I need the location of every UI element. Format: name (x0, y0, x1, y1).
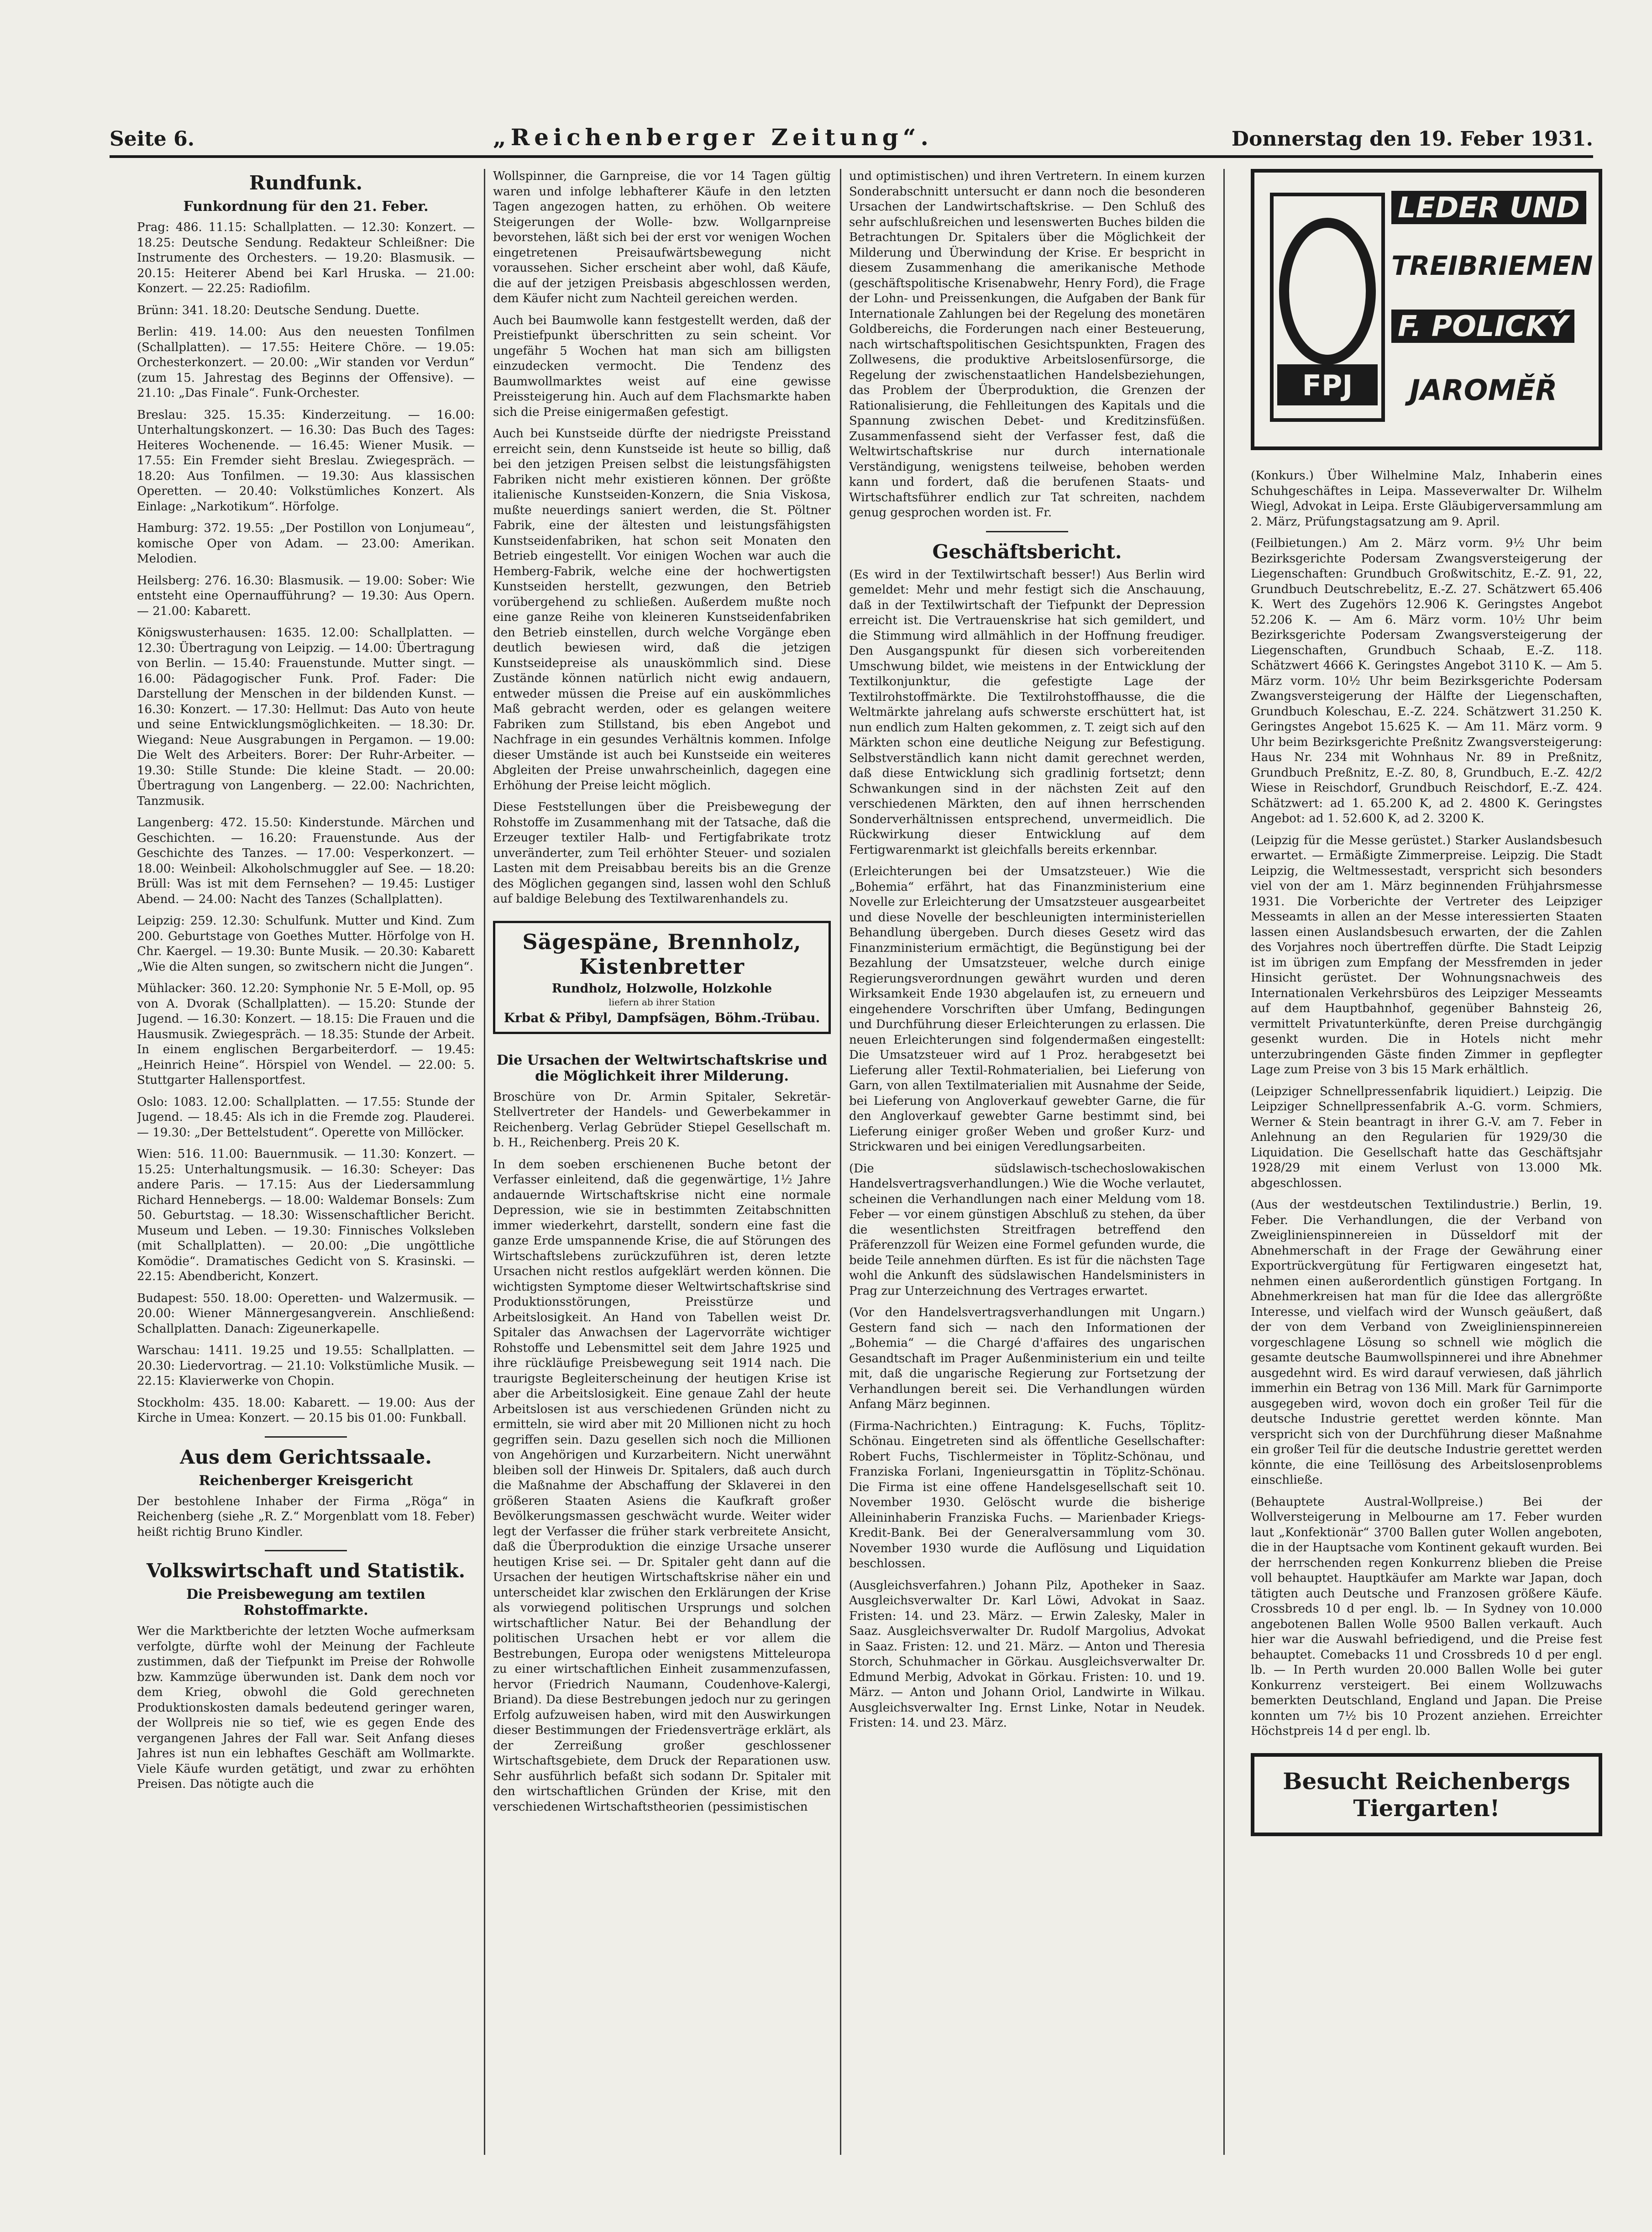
newspaper-name: „Reichenberger Zeitung“. (493, 124, 933, 151)
ad-line-leather: LEDER UND (1391, 191, 1586, 224)
business-item: (Leipziger Schnellpressenfabrik liquidiert.) Leipzig. Die Leipziger Schnellpressenfabrik A.-G. vorm. Schmiers, Werner & Stein beantragt in ihrer G.-V. am 7. Feber in Anlehnung an den Regularien für 1929/30 die Liquidation. Die Gesellschaft hatte das Geschäftsjahr 1928/29 mit einem Verlust von 13.000 Mk. abgeschlossen. (1251, 1084, 1602, 1190)
book-review-intro: Broschüre von Dr. Armin Spitaler, Sekretär-Stellvertreter der Handels- und Gewerbekammer in Reichenberg. Verlag Gebrüder Stiepel Gesellschaft m. b. H., Reichenberg. Preis 20 K. (493, 1090, 831, 1150)
radio-listing: Langenberg: 472. 15.50: Kinderstunde. Märchen und Geschichten. — 16.20: Frauenstunde. Aus der Geschichte des Tanzes. — 17.00: Vesperkonzert. — 18.00: Weinbeil: Alkoholschmuggler auf See. — 18.20: Brüll: Was ist mit dem Fernsehen? — 19.45: Lustiger Abend. — 24.00: Nacht des Tanzes (Schallplatten). (137, 816, 475, 906)
radio-listing: Hamburg: 372. 19.55: „Der Postillon von Lonjumeau“, komische Oper von Adam. — 23.00: Amerikan. Melodien. (137, 521, 475, 566)
radio-listing: Heilsberg: 276. 16.30: Blasmusik. — 19.00: Sober: Wie entsteht eine Opernaufführung? — 19.30: Aus Opern. — 21.00: Kabarett. (137, 573, 475, 618)
business-item: (Die südslawisch-tschechoslowakischen Handelsvertragsverhandlungen.) Wie die Woche verlautet, scheinen die Verhandlungen nach einer Meldung vom 18. Feber — vor einem günstigen Abschluß zu stehen, da über die wesentlichsten Streitfragen betreffend den Präferenzzoll für Weizen eine Formel gefunden wurde, die beide Teile annehmen dürften. Es ist für die nächsten Tage wohl die Ankunft des südslawischen Handelsministers in Prag zur Unterzeichnung des Vertrages erwartet. (849, 1161, 1205, 1298)
column-2 (493, 169, 831, 2169)
section-divider (265, 1436, 347, 1438)
radio-listing: Berlin: 419. 14.00: Aus den neuesten Tonfilmen (Schallplatten). — 17.55: Heitere Chöre. — 19.05: Orchesterkonzert. — 20.00: „Wir standen vor Verdun“ (zum 15. Jahrestag des Beginns der Offensive). — 21.10: „Das Finale“. Funk-Orchester. (137, 325, 475, 400)
book-review-text: In dem soeben erschienenen Buche betont der Verfasser einleitend, daß die gegenwärtige, 1½ Jahre andauernde Wirtschaftskrise nicht eine normale Depression, wie sie in bestimmten Zeitabschnitten immer wiederkehrt, darstellt, sondern eine fast die ganze Erde umspannende Krise, die auf Störungen des Wirtschaftslebens zurückzuführen ist, deren letzte Ursachen nicht restlos aufgeklärt werden können. Die wichtigsten Symptome dieser Weltwirtschaftskrise sind Produktionsstörungen, Preisstürze und Arbeitslosigkeit. An Hand von Tabellen weist Dr. Spitaler das Anwachsen der Lagervorräte wichtiger Rohstoffe und Lebensmittel seit dem Jahre 1925 und ihre rückläufige Preisbewegung seit 1914 nach. Die traurigste Begleiterscheinung der heutigen Krise ist aber die Arbeitslosigkeit. Eine genaue Zahl der heute Arbeitslosen ist aus verschiedenen Gründen nicht zu ermitteln, sie wird aber mit 20 Millionen nicht zu hoch gegriffen sein. Dazu gesellen sich noch die Millionen von Angehörigen und Kurzarbeitern. Nicht unerwähnt bleiben soll der Hinweis Dr. Spitalers, daß auch durch die Maßnahme der Abschaffung der Sklaverei in den größeren Staaten Asiens die Kaufkraft großer Bevölkerungsmassen geschwächt wurde. Weiter wider legt der Verfasser die früher stark verbreitete Ansicht, daß die Überproduktion die einzige Ursache unserer heutigen Krise sei. — Dr. Spitaler geht dann auf die Ursachen der heutigen Wirtschaftskrise näher ein und unterscheidet klar zwischen den Erklärungen der Krise als vorwiegend politischen Ursprungs und solchen wirtschaftlicher Natur. Bei der Behandlung der politischen Ursachen hebt er vor allem die Bestrebungen, Europa oder wenigstens Mitteleuropa zu einer wirtschaftlichen Einheit zusammenzufassen, hervor (Friedrich Naumann, Coudenhove-Kalergi, Briand). Da diese Bestrebungen jedoch nur zu geringen Erfolg aufzuweisen haben, wird mit den Auswirkungen dieser Bestimmungen der Friedensverträge erklärt, als der Zerreißung großer geschlossener Wirtschaftsgebiete, dem Druck der Reparationen usw. Sehr ausführlich befaßt sich sodann Dr. Spitaler mit den wirtschaftlichen Gründen der Krise, mit den verschiedenen Wirtschaftstheorien (pessimistischen (493, 1157, 831, 1814)
court-subtitle: Reichenberger Kreisgericht (199, 1472, 413, 1489)
column-rule (840, 169, 841, 2155)
article-paragraph: Diese Feststellungen über die Preisbewegung der Rohstoffe im Zusammenhang mit der Tatsache, daß die Erzeuger textiler Halb- und Fertigfabrikate trotz unveränderter, zum Teil erhöhter Steuer- und sozialen Lasten mit dem Preisabbau bereits bis an die Grenze des Möglichen gegangen sind, lassen wohl den Schluß auf baldige Belebung des Textilwarenhandels zu. (493, 800, 831, 906)
ad-line-firm: F. POLICKÝ (1391, 310, 1574, 343)
business-item: (Feilbietungen.) Am 2. März vorm. 9½ Uhr beim Bezirksgerichte Podersam Zwangsversteigerung der Liegenschaften: Grundbuch Großwitschitz, E.-Z. 91, 22, Grundbuch Deutschrebelitz, E.-Z. 27. Schätzwert 65.406 K. Wert des Zugehörs 12.906 K. Geringstes Angebot 52.206 K. — Am 6. März vorm. 10½ Uhr beim Bezirksgerichte Podersam Zwangsversteigerung der Liegenschaften, Grundbuch Schaab, E.-Z. 118. Schätzwert 4666 K. Geringstes Angebot 3110 K. — Am 5. März vorm. 10½ Uhr beim Bezirksgerichte Podersam Zwangsversteigerung der Hälfte der Liegenschaften, Grundbuch Koleschau, E.-Z. 224. Schätzwert 31.250 K. Geringstes Angebot 15.625 K. — Am 11. März vorm. 9 Uhr beim Bezirksgerichte Preßnitz Zwangsversteigerung: Haus Nr. 234 mit Wohnhaus Nr. 89 in Preßnitz, Grundbuch Preßnitz, E.-Z. 80, 8, Grundbuch, E.-Z. 42/2 Wiese in Reischdorf, Grundbuch Reischdorf, E.-Z. 424. Schätzwert: ad 1. 65.200 K, ad 2. 4800 K. Geringstes Angebot: ad 1. 52.600 K, ad 2. 3200 K. (1251, 536, 1602, 825)
page-number: Seite 6. (110, 127, 195, 151)
economy-subtitle: Die Preisbewegung am textilen Rohstoffmarkte. (186, 1586, 425, 1618)
business-item: (Erleichterungen bei der Umsatzsteuer.) Wie die „Bohemia“ erfährt, hat das Finanzministerium eine Novelle zur Erleichterung der Umsatzsteuer ausgearbeitet und diese Novelle der beschleunigten interministeriellen Behandlung übergeben. Durch dieses Gesetz wird das Finanzministerium ermächtigt, die Begünstigung bei der Bezahlung der Umsatzsteuer, welche durch einige Regierungsverordnungen gewährt wurden und deren Wirksamkeit Ende 1930 abgelaufen ist, zu erneuern und eingehendere Vorschriften über Umfang, Bedingungen und Durchführung dieser Erleichterungen zu erlassen. Die neuen Erleichterungen sind folgendermaßen eingestellt: Die Umsatzsteuer wird auf 1 Proz. herabgesetzt bei Lieferung aller Textil-Rohmaterialien, bei Lieferung von Garn, von allen Textilmaterialien mit Ausnahme der Seide, bei Lieferung von Angloverkauf gewebter Garne, die für den Angloverkauf gewebter Garne bestimmt sind, bei Lieferung einiger großer Weben und großer Kurz- und Strickwaren und bei einigen Veredlungsarbeiten. (849, 865, 1205, 1154)
zoo-ad-text: Besucht Reichenbergs Tiergarten! (1283, 1767, 1570, 1822)
radio-listing: Königswusterhausen: 1635. 12.00: Schallplatten. — 12.30: Übertragung von Leipzig. — 14.00: Übertragung von Berlin. — 15.40: Frauenstunde. Mutter singt. — 16.00: Pädagogischer Funk. Prof. Fader: Die Darstellung der Menschen in der bildenden Kunst. — 16.30: Konzert. — 17.30: Hellmut: Das Auto von heute und seine Entwicklungsmöglichkeiten. — 18.30: Dr. Wiegand: Neue Ausgrabungen in Pergamon. — 19.00: Die Welt des Arbeiters. Borer: Der Ruhr-Arbeiter. — 19.30: Stille Stunde: Die kleine Stadt. — 20.00: Übertragung von Langenberg. — 22.00: Nachrichten, Tanzmusik. (137, 626, 475, 808)
business-item: (Leipzig für die Messe gerüstet.) Starker Auslandsbesuch erwartet. — Ermäßigte Zimmerpreise. Leipzig. Die Stadt Leipzig, die Weltmessestadt, verspricht sich besonders viel von der am 1. März beginnenden Frühjahrsmesse 1931. Die Vorberichte der Vertreter des Leipziger Messeamts in allen an der Messe interessierten Staaten lassen einen Auslandsbesuch erwarten, der die Zahlen des Vorjahres noch übertreffen dürfte. Die Stadt Leipzig ist im übrigen zum Empfang der Messfremden in jeder Hinsicht gerüstet. Der Wohnungsnachweis des Internationalen Verkehrsbüros des Leipziger Messeamts auf dem Hauptbahnhof, gegenüber Bahnsteig 26, vermittelt Privatunterkünfte, deren Preise durchgängig gesenkt wurden. Die in Hotels nicht mehr unterzubringenden Gäste finden Zimmer in gepflegter Lage zum Preise von 3 bis 15 Mark erhältlich. (1251, 833, 1602, 1077)
business-item: (Vor den Handelsvertragsverhandlungen mit Ungarn.) Gestern fand sich — nach den Informationen der „Bohemia“ — die Chargé d'affaires des ungarischen Gesandtschaft im Prager Außenministerium ein und teilte mit, daß die ungarische Regierung zur Fortsetzung der Verhandlungen bereit sei. Die Verhandlungen würden Anfang März beginnen. (849, 1306, 1205, 1411)
column-4 (1251, 169, 1602, 2169)
ad-title: Sägespäne, Brennholz, Kistenbretter (522, 929, 802, 979)
section-divider (265, 1550, 347, 1551)
page-header (110, 114, 1593, 158)
business-item: (Aus der westdeutschen Textilindustrie.) Berlin, 19. Feber. Die Verhandlungen, die der Verband von Zweiglinienspinnereien in Düsseldorf mit der Abnehmerschaft in der Frage der Gewährung einer Exportrückvergütung für Fertigwaren eingesetzt hat, nehmen einen außerordentlich günstigen Fortgang. In Abnehmerkreisen hat man für die Idee das allergrößte Interesse, und vielfach wird der Wunsch geäußert, daß der von dem Verband von Zweiglinienspinnereien vorgeschlagene Lösung so schnell wie möglich die gesamte deutsche Baumwollspinnerei und ihre Abnehmer ausgedehnt wird. Es wird darauf verwiesen, daß jährlich immerhin ein Betrag von 136 Mill. Mark für Garnimporte ausgegeben wird, wovon doch ein großer Teil für die deutsche Industrie gerettet werden könnte. Man verspricht sich von der Durchführung dieser Maßnahme ein großer Teil für die deutsche Industrie gerettet werden könnte, die eine Teillösung des Arbeitslosenproblems einschließe. (1251, 1198, 1602, 1487)
timber-advertisement (493, 921, 831, 1034)
article-paragraph: Auch bei Baumwolle kann festgestellt werden, daß der Preistiefpunkt überschritten zu sein scheint. Vor ungefähr 5 Wochen hat man sich am billigsten einzudecken vermocht. Die Tendenz des Baumwollmarktes weist auf eine gewisse Preissteigerung hin. Auch auf dem Flachsmarkte haben sich die Preise einigermaßen gefestigt. (493, 313, 831, 419)
business-item: (Firma-Nachrichten.) Eintragung: K. Fuchs, Töplitz-Schönau. Eingetreten sind als öffentliche Gesellschafter: Robert Fuchs, Tischlermeister in Töplitz-Schönau, und Franziska Forlani, Ingenieursgattin in Töplitz-Schönau. Die Firma ist eine offene Handelsgesellschaft seit 10. November 1930. Gelöscht wurde die bisherige Alleininhaberin Franziska Fuchs. — Marienbader Kriegs-Kredit-Bank. Bei der Generalversammlung vom 30. November 1930 wurde die Auflösung und Liquidation beschlossen. (849, 1419, 1205, 1570)
article-paragraph: Auch bei Kunstseide dürfte der niedrigste Preisstand erreicht sein, denn Kunstseide ist heute so billig, daß bei den jetzigen Preisen selbst die leistungsfähigsten Fabriken nicht mehr existieren können. Der größte italienische Kunstseiden-Konzern, die Snia Viskosa, mußte neuerdings saniert werden, die St. Pöltner Fabrik, eine der ältesten und leistungsfähigsten Kunstseidenfabriken, hat schon seit Monaten den Betrieb eingestellt. Vor einigen Wochen war auch die Hemberg-Fabrik, welche eine der hochwertigsten Kunstseiden herstellt, gezwungen, den Betrieb vorübergehend zu schließen. Außerdem mußte noch eine ganze Reihe von kleineren Kunstseidenfabriken den Betrieb einstellen, durch welche Vorgänge eben deutlich bewiesen wird, daß die jetzigen Kunstseidepreise als unauskömmlich sind. Diese Zustände können natürlich nicht ewig andauern, entweder müssen die Preise auf ein auskömmliches Maß gebracht werden, oder es gelangen weitere Fabriken zum Stillstand, bis eben Angebot und Nachfrage in ein gesundes Verhältnis kommen. Infolge dieser Umstände ist auch bei Kunstseide ein weiteres Abgleiten der Preise unwahrscheinlich, dagegen eine Erhöhung der Preise leicht möglich. (493, 427, 831, 793)
radio-listing: Mühlacker: 360. 12.20: Symphonie Nr. 5 E-Moll, op. 95 von A. Dvorak (Schallplatten). — 15.20: Stunde der Jugend. — 16.30: Konzert. — 18.15: Die Frauen und die Hausmusik. Zwiegespräch. — 18.35: Stunde der Arbeit. In einem englischen Bergarbeiterdorf. — 19.45: „Heinrich Heine“. Hörspiel von Wendel. — 22.00: 5. Stuttgarter Hallensportfest. (137, 982, 475, 1087)
issue-date: Donnerstag den 19. Feber 1931. (1231, 127, 1593, 151)
ad-line-belts: TREIBRIEMEN (1391, 250, 1593, 281)
column-3 (849, 169, 1205, 2169)
ad-delivery: liefern ab ihrer Station (608, 996, 715, 1008)
zoo-advertisement (1251, 1753, 1602, 1836)
court-section-title: Aus dem Gerichtssaale. (180, 1445, 432, 1468)
radio-listing: Leipzig: 259. 12.30: Schulfunk. Mutter und Kind. Zum 200. Geburtstage von Goethes Mutter. Hörfolge von H. Chr. Kaergel. — 19.30: Bunte Musik. — 20.30: Kabarett „Wie die Alten sungen, so zwitschern nicht die Jungen“. (137, 914, 475, 974)
business-item: (Ausgleichsverfahren.) Johann Pilz, Apotheker in Saaz. Ausgleichsverwalter Dr. Karl Löwi, Advokat in Saaz. Fristen: 14. und 23. März. — Erwin Zalesky, Maler in Saaz. Ausgleichsverwalter Dr. Rudolf Margolius, Advokat in Saaz. Fristen: 12. und 21. März. — Anton und Theresia Storch, Schuhmacher in Görkau. Ausgleichsverwalter Dr. Edmund Merbig, Advokat in Görkau. Fristen: 10. und 19. März. — Anton und Johann Oriol, Landwirte in Wilkau. Ausgleichsverwalter Ing. Ernst Linke, Notar in Neudek. Fristen: 14. und 23. März. (849, 1578, 1205, 1730)
radio-listing: Budapest: 550. 18.00: Operetten- und Walzermusik. — 20.00: Wiener Männergesangverein. Anschließend: Schallplatten. Danach: Zigeunerkapelle. (137, 1291, 475, 1336)
article-paragraph: Wollspinner, die Garnpreise, die vor 14 Tagen gültig waren und infolge lebhafterer Käufe in den letzten Tagen angezogen hatten, zu erhöhen. Ob weitere Steigerungen der Wolle- bzw. Wollgarnpreise bevorstehen, läßt sich bei der erst vor wenigen Wochen eingetretenen Preisaufwärtsbewegung nicht voraussehen. Sicher erscheint aber wohl, daß Käufe, die auf der jetzigen Preisbasis abgeschlossen werden, dem Käufer nicht zum Nachteil gereichen werden. (493, 169, 831, 305)
ad-line-town: JAROMĚŘ (1410, 373, 1558, 407)
section-divider (986, 531, 1068, 532)
radio-listing: Wien: 516. 11.00: Bauernmusik. — 11.30: Konzert. — 15.25: Unterhaltungsmusik. — 16.30: Scheyer: Das andere Paris. — 17.15: Aus der Liedersammlung Richard Hennebergs. — 18.00: Waldemar Bonsels: Zum 50. Geburtstag. — 18.30: Wissenschaftlicher Bericht. Museum und Leben. — 19.30: Finnisches Volksleben (mit Schallplatten). — 20.00: „Die ungöttliche Komödie“. Dramatisches Gedicht von S. Krasinski. — 22.15: Abendbericht, Konzert. (137, 1147, 475, 1283)
business-item: (Konkurs.) Über Wilhelmine Malz, Inhaberin eines Schuhgeschäftes in Leipa. Masseverwalter Dr. Wilhelm Wiegl, Advokat in Leipa. Erste Gläubigerversammlung am 2. März, Prüfungstagsatzung am 9. April. (1251, 469, 1602, 529)
radio-section-subtitle: Funkordnung für den 21. Feber. (183, 199, 429, 215)
leather-belts-advertisement (1251, 169, 1602, 450)
radio-listing: Prag: 486. 11.15: Schallplatten. — 12.30: Konzert. — 18.25: Deutsche Sendung. Redakteur Schleißner: Die Instrumente des Orchesters. — 19.20: Blasmusik. — 20.15: Heiterer Abend bei Karl Hruska. — 21.00: Konzert. — 22.25: Radiofilm. (137, 221, 475, 295)
ad-products: Rundholz, Holzwolle, Holzkohle (551, 981, 772, 996)
radio-listing: Oslo: 1083. 12.00: Schallplatten. — 17.55: Stunde der Jugend. — 18.45: Als ich in die Fremde zog. Plauderei. — 19.30: „Der Bettelstudent“. Operette von Millöcker. (137, 1095, 475, 1140)
logo-monogram: FPJ (1302, 369, 1353, 402)
ad-firm: Krbat & Přibyl, Dampfsägen, Böhm.-Trübau. (503, 1010, 820, 1025)
company-logo (1268, 191, 1387, 424)
business-section-title: Geschäftsbericht. (932, 540, 1122, 563)
radio-listing: Stockholm: 435. 18.00: Kabarett. — 19.00: Aus der Kirche in Umea: Konzert. — 20.15 bis 01.00: Funkball. (137, 1396, 475, 1425)
business-item: (Es wird in der Textilwirtschaft besser!) Aus Berlin wird gemeldet: Mehr und mehr festigt sich die Anschauung, daß in der Textilwirtschaft der Tiefpunkt der Depression erreicht ist. Die Vertrauenskrise hat sich gemildert, und die Stimmung wird allmählich in der Hoffnung freudiger. Den Ausgangspunkt für diesen sich vorbereitenden Umschwung bildet, wie meistens in der Entwicklung der Textilkonjunktur, die gefestigte Lage der Textilrohstoffmärkte. Die Textilrohstoffhausse, die die Weltmärkte jahrelang aufs schwerste erschüttert hat, ist nun endlich zum Halten gekommen, z. T. zeigt sich auf den Märkten schon eine deutliche Neigung zur Befestigung. Selbstverständlich kann nicht damit gerechnet werden, daß diese Entwicklung sich gradlinig fortsetzt; denn Schwankungen sind in der nächsten Zeit auf den verschiedenen Märkten, den auf ihnen herrschenden Sonderverhältnissen entsprechend, unvermeidlich. Die Rückwirkung dieser Entwicklung auf dem Fertigwarenmarkt ist gleichfalls bereits erkennbar. (849, 567, 1205, 857)
column-rule (1223, 169, 1225, 2155)
business-item: (Behauptete Austral-Wollpreise.) Bei der Wollversteigerung in Melbourne am 17. Feber wurden laut „Konfektionär“ 3700 Ballen guter Wollen angeboten, die in der Hauptsache vom Kontinent gekauft wurden. Bei der herrschenden regen Konkurrenz blieben die Preise voll behauptet. Hauptkäufer am Markte war Japan, doch tätigten auch Deutsche und Franzosen größere Käufe. Crossbreds 10 d per engl. lb. — In Sydney von 10.000 angebotenen Ballen Wolle 9500 Ballen verkauft. Auch hier war die Auswahl befriedigend, und die Preise fest behauptet. Comebacks 11 und Crossbreds 10 d per engl. lb. — In Perth wurden 20.000 Ballen Wolle bei guter Konkurrenz versteigert. Bei einem Wollzuwachs bemerkten Deutschland, England und Japan. Die Preise konnten um 7½ bis 10 Prozent anziehen. Erreichter Höchstpreis 14 d per engl. lb. (1251, 1495, 1602, 1738)
economy-text: Wer die Marktberichte der letzten Woche aufmerksam verfolgte, dürfte wohl der Meinung der Fachleute zustimmen, daß der Tiefpunkt im Preise der Rohwolle bzw. Kammzüge überwunden ist. Dank dem noch vor dem Krieg, obwohl die Gold gerechneten Produktionskosten damals bedeutend geringer waren, der Wollpreis nie so tief, wie es gegen Ende des vergangenen Jahres der Fall war. Seit Anfang dieses Jahres ist nun ein lebhaftes Geschäft am Wollmarkte. Viele Käufe wurden getätigt, und zwar zu erhöhten Preisen. Das nötigte auch die (137, 1624, 475, 1791)
court-text: Der bestohlene Inhaber der Firma „Röga“ in Reichenberg (siehe „R. Z.“ Morgenblatt vom 18. Feber) heißt richtig Bruno Kindler. (137, 1494, 475, 1539)
column-rule (484, 169, 485, 2155)
column-1 (137, 169, 475, 2169)
radio-section-title: Rundfunk. (249, 172, 363, 194)
radio-listing: Warschau: 1411. 19.25 und 19.55: Schallplatten. — 20.30: Liedervortrag. — 21.10: Volkstümliche Musik. — 22.15: Klavierwerke von Chopin. (137, 1344, 475, 1388)
book-review-continuation: und optimistischen) und ihren Vertretern. In einem kurzen Sonderabschnitt untersucht er dann noch die besonderen Ursachen der Landwirtschaftskrise. — Den Schluß des sehr aufschlußreichen und lesenswerten Buches bilden die Betrachtungen Dr. Spitalers über die Möglichkeit der Milderung und Überwindung der Krise. Er bespricht in diesem Zusammenhang die amerikanische Methode (geschäftspolitische Krisenabwehr, Henry Ford), die Frage der Lohn- und Preissenkungen, die Aufgaben der Bank für Internationale Zahlungen bei der Regelung des monetären Goldbereichs, die Forderungen nach einer Besteuerung, nach wirtschaftspolitischen Gesichtspunkten, Fragen des Zollwesens, die produktive Arbeitslosenfürsorge, die Regelung der zwischenstaatlichen Handelsbeziehungen, das Problem der Überproduktion, die Grenzen der Rationalisierung, die Fehlleitungen des Kapitals und die Spannung zwischen Debet- und Kreditzinsfüßen. Zusammenfassend sieht der Verfasser fest, daß die Weltwirtschaftskrise nur durch internationale Verständigung, wenigstens teilweise, behoben werden kann und fordert, daß die berufenen Staats- und Wirtschaftsführer endlich zur Tat schreiten, nachdem genug gesprochen worden ist. Fr. (849, 169, 1205, 520)
economy-section-title: Volkswirtschaft und Statistik. (146, 1560, 466, 1582)
radio-listing: Brünn: 341. 18.20: Deutsche Sendung. Duette. (137, 303, 420, 317)
radio-listing: Breslau: 325. 15.35: Kinderzeitung. — 16.00: Unterhaltungskonzert. — 16.30: Das Buch des Tages: Heiteres Wochenende. — 16.45: Wiener Musik. — 17.55: Ein Fremder sieht Breslau. Zwiegespräch. — 18.20: Aus Tonfilmen. — 19.30: Aus klassischen Operetten. — 20.40: Volkstümliches Konzert. Als Einlage: „Narkotikum“. Hörfolge. (137, 408, 475, 514)
book-review-title: Die Ursachen der Weltwirtschaftskrise und die Möglichkeit ihrer Milderung. (496, 1052, 828, 1084)
